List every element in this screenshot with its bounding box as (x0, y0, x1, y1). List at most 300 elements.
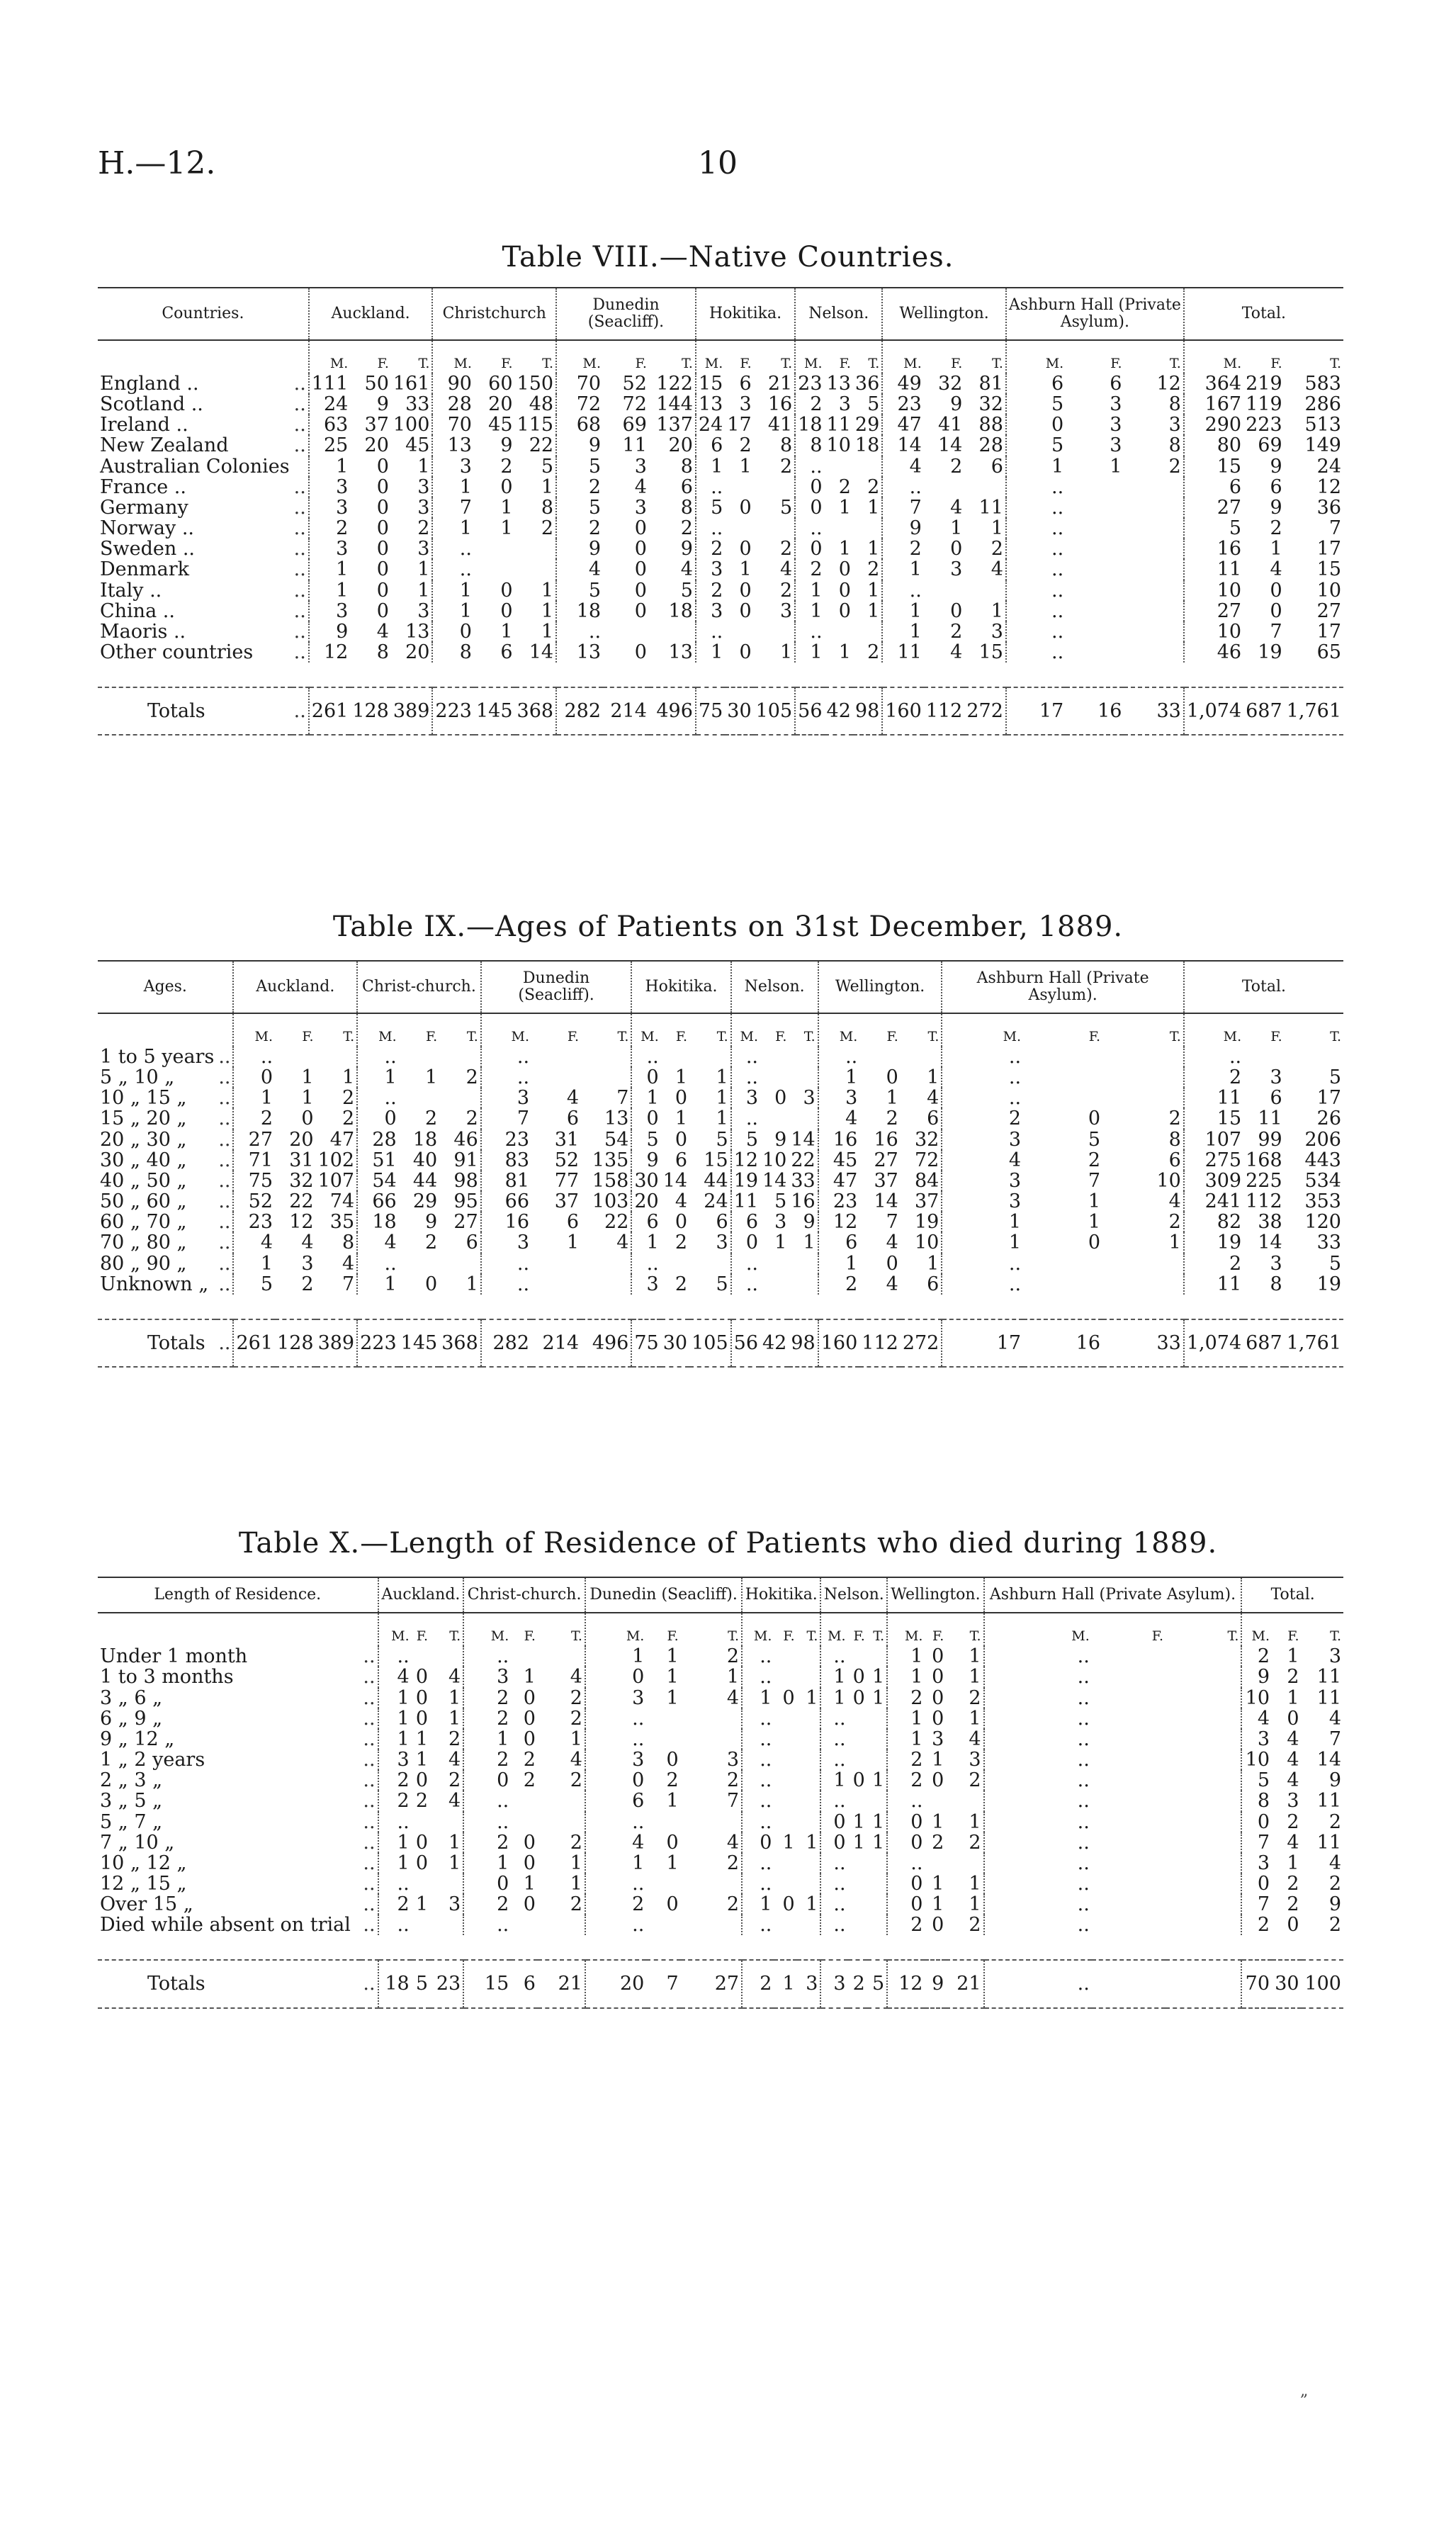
table-cell: 72 (915, 1149, 939, 1171)
table-cell: 32 (289, 1169, 314, 1192)
table-cell: 9 (950, 393, 963, 416)
table-cell: .. (463, 1791, 511, 1811)
group-column-header: Total. (1241, 1577, 1343, 1613)
table-cell: 2 (417, 517, 430, 540)
table-cell: 6 (585, 1791, 646, 1811)
totals-cell: 75 (631, 1319, 660, 1367)
table-cell: 1 (942, 1232, 1023, 1253)
table-cell: 3 (417, 496, 430, 519)
group-column-header: Wellington. (818, 961, 942, 1013)
table-cell: 5 (1328, 1252, 1341, 1275)
table-cell: .. (742, 1915, 774, 1935)
table-cell: 72 (622, 393, 647, 416)
totals-cell: 272 (964, 687, 1006, 735)
table-cell: 82 (1184, 1212, 1243, 1232)
table-cell: 9 (1328, 1769, 1341, 1792)
leader-dots: .. (216, 1319, 233, 1367)
table-cell (1166, 1646, 1241, 1667)
row-label: Sweden .. (100, 538, 195, 560)
table-cell (538, 1812, 585, 1832)
sub-header-cell: M. (357, 1013, 399, 1047)
totals-cell: 21 (946, 1960, 983, 2007)
table-cell: 54 (604, 1128, 629, 1151)
row-label: 2 „ 3 „ (100, 1769, 163, 1792)
table-cell: 10 (762, 1149, 787, 1171)
page-number: 10 (698, 145, 738, 181)
table-cell: 4 (726, 1686, 740, 1709)
table-row (98, 559, 1343, 580)
table-cell: 1 (309, 580, 351, 601)
row-label: 10 „ 15 „ (100, 1087, 187, 1110)
table-cell: 3 (585, 1688, 646, 1708)
table-cell: 0 (631, 1067, 660, 1088)
table-cell: 49 (882, 373, 924, 394)
table-cell: 2 (675, 1273, 688, 1295)
table-cell: 16 (1184, 539, 1243, 559)
table-cell: 0 (838, 558, 851, 581)
table-cell: 2 (795, 394, 824, 415)
leader-dots: .. (363, 1872, 376, 1895)
table-cell: 309 (1184, 1171, 1243, 1191)
spacer-cell (98, 1295, 1343, 1319)
table-cell: 100 (393, 414, 430, 436)
table-cell: .. (882, 477, 924, 497)
table-cell: 3 (1110, 393, 1122, 416)
table-cell (1023, 1047, 1102, 1067)
table-cell: 33 (791, 1169, 816, 1192)
table-cell: 13 (556, 642, 603, 663)
table-cell: 70 (556, 373, 603, 394)
table-cell: 20 (289, 1128, 314, 1151)
table-cell: 6 (696, 435, 725, 456)
table-cell: 3 (1287, 1790, 1299, 1813)
table-cell: 0 (666, 1831, 679, 1854)
table-cell: 2 (969, 1831, 981, 1854)
table-cell: 1 (950, 517, 963, 540)
table-cell: 13 (405, 620, 430, 643)
table-row (98, 518, 1343, 539)
leader-dots: .. (293, 558, 306, 581)
group-column-header: Ashburn Hall (Private Asylum). (1006, 288, 1184, 340)
table-cell: 88 (978, 414, 1003, 436)
table-row (98, 1171, 1343, 1191)
table-cell: .. (1006, 497, 1066, 518)
table-cell: 2 (779, 579, 793, 602)
table-cell: 0 (774, 1087, 787, 1110)
totals-cell: 12 (887, 1960, 925, 2007)
table-cell: 15 (696, 373, 725, 394)
table-cell: 3 (631, 1274, 660, 1295)
table-cell (1166, 1894, 1241, 1915)
table-cell: 1 (666, 1686, 679, 1709)
group-column-header: Hokitika. (631, 961, 730, 1013)
table-cell: 32 (915, 1128, 939, 1151)
table-cell: 2 (1328, 1872, 1341, 1895)
table-cell: 17 (1316, 1087, 1341, 1110)
table-cell (1124, 601, 1183, 621)
table-cell: .. (742, 1853, 774, 1873)
sub-header-cell: F. (886, 1028, 898, 1044)
table-cell: 443 (1304, 1149, 1341, 1171)
table-cell (649, 621, 696, 642)
totals-cell: 21 (538, 1960, 585, 2007)
table-cell: 2 (1168, 1211, 1181, 1234)
table-cell: 18 (668, 599, 693, 622)
table-cell: 2 (887, 1915, 925, 1935)
table-cell (511, 1812, 538, 1832)
table-cell: 1 (432, 477, 474, 497)
table-cell (848, 1749, 867, 1770)
totals-cell: 214 (603, 687, 649, 735)
table-cell: 2 (463, 1832, 511, 1853)
table-cell: 4 (570, 1666, 582, 1689)
table-cell: 0 (1270, 599, 1282, 622)
table-cell: 2 (425, 1232, 438, 1254)
table-cell: 1 (782, 1831, 795, 1854)
table-cell: 2 (1328, 1914, 1341, 1937)
table-cell: 5 (556, 580, 603, 601)
table-cell: 77 (554, 1169, 580, 1192)
table-cell: 13 (668, 641, 693, 664)
table-cell: .. (463, 1646, 511, 1667)
table-cell: 11 (1316, 1666, 1341, 1689)
table-cell: .. (432, 559, 474, 580)
table-cell: .. (696, 621, 725, 642)
table-cell: 37 (364, 414, 389, 436)
table-cell: 0 (523, 1707, 536, 1730)
leader-dots: .. (293, 373, 306, 395)
table-row (98, 1770, 1343, 1791)
table-cell: 3 (309, 497, 351, 518)
table-cell: 1 (932, 1810, 944, 1833)
table-cell: 13 (604, 1108, 629, 1130)
table-cell (725, 621, 753, 642)
group-column-header: Hokitika. (696, 288, 795, 340)
sub-header-cell: F. (1151, 1628, 1164, 1644)
totals-cell (1166, 1960, 1241, 2007)
table-cell: 1 (696, 642, 725, 663)
table-cell: 6 (1168, 1149, 1181, 1171)
table-cell (760, 1067, 789, 1088)
table-cell: 52 (233, 1191, 275, 1212)
sub-header-cell: M. (463, 1613, 511, 1647)
table-cell: 1 (867, 538, 880, 560)
table-cell: 2 (882, 539, 924, 559)
table-cell: 1 (425, 1066, 438, 1089)
table-cell: 1 (631, 1088, 660, 1108)
table-cell: 1 (378, 1729, 412, 1749)
row-label: 80 „ 90 „ (100, 1252, 187, 1275)
table-cell: .. (742, 1729, 774, 1749)
table-cell: 51 (357, 1150, 399, 1171)
table-cell (848, 1791, 867, 1811)
table-cell: 1 (309, 456, 351, 477)
table-cell: 3 (1270, 1252, 1282, 1275)
table-cell (538, 1915, 585, 1935)
table-cell: 9 (774, 1128, 787, 1151)
table-cell (1066, 518, 1124, 539)
totals-cell: 1,074 (1184, 687, 1243, 735)
table-cell: 1 (742, 1894, 774, 1915)
table-cell: 2 (342, 1087, 355, 1110)
table-row (98, 580, 1343, 601)
table-cell: 5 (867, 393, 880, 416)
table-cell: 1 (463, 1853, 511, 1873)
sub-header-cell: F. (416, 1628, 429, 1644)
table-cell: 4 (779, 558, 793, 581)
table-cell: 1 (887, 1708, 925, 1729)
table-cell: 3 (942, 1129, 1023, 1150)
table-cell: 4 (448, 1749, 461, 1771)
footer-mark: „ (1300, 2382, 1309, 2400)
table-cell: 81 (481, 1171, 531, 1191)
table-cell: 1 (1287, 1645, 1299, 1668)
table-cell: 6 (716, 1211, 728, 1234)
table-cell (412, 1873, 430, 1894)
table-cell: 0 (887, 1832, 925, 1853)
table-cell: 25 (309, 435, 351, 456)
table-cell: 107 (317, 1169, 355, 1192)
table-cell: 6 (566, 1211, 580, 1234)
table-cell: 3 (716, 1232, 728, 1254)
table-cell: 6 (675, 1149, 688, 1171)
table-cell (531, 1253, 581, 1274)
table-cell: 1 (432, 518, 474, 539)
table-cell: 0 (838, 579, 851, 602)
sub-header-row (98, 340, 1343, 374)
totals-cell: 98 (853, 687, 882, 735)
table-cell: 1 (417, 579, 430, 602)
table-cell: 115 (517, 414, 554, 436)
table-cell (1166, 1791, 1241, 1811)
leader-dots: .. (292, 687, 309, 735)
table-cell: 3 (309, 477, 351, 497)
table-cell: 70 (432, 415, 474, 435)
table-cell: 6 (1110, 373, 1122, 395)
row-label: New Zealand (100, 434, 229, 457)
table-cell: 0 (739, 496, 752, 519)
table-cell: 1 (742, 1688, 774, 1708)
row-label: 15 „ 20 „ (100, 1108, 187, 1130)
table-cell: .. (463, 1812, 511, 1832)
table-cell: 0 (631, 1108, 660, 1129)
table-cell: 0 (523, 1728, 536, 1750)
table-cell: 2 (1328, 1810, 1341, 1833)
table-cell: .. (585, 1915, 646, 1935)
row-label: Germany (100, 496, 188, 519)
table-cell (474, 539, 515, 559)
table-cell: 1 (871, 1810, 885, 1833)
table-cell (1092, 1894, 1166, 1915)
table-cell: 5 (1006, 435, 1066, 456)
sub-header-cell: M. (585, 1613, 646, 1647)
sub-header-cell: F. (1088, 1028, 1101, 1044)
table-cell: 4 (448, 1790, 461, 1813)
totals-row (98, 1960, 1343, 2007)
sub-header-spacer (98, 1613, 378, 1647)
table-cell: 4 (969, 1728, 981, 1750)
row-label: 1 „ 2 years (100, 1749, 205, 1771)
table-cell (646, 1729, 680, 1749)
sub-header-cell: T. (449, 1628, 461, 1644)
table-cell: 2 (570, 1707, 582, 1730)
table-cell: .. (1006, 518, 1066, 539)
table-cell: 2 (818, 1274, 860, 1295)
table-row (98, 1088, 1343, 1108)
table-cell: 2 (680, 517, 693, 540)
table-cell: 4 (1241, 1708, 1272, 1729)
table-cell (531, 1067, 581, 1088)
table-cell: .. (984, 1915, 1092, 1935)
table-cell: 3 (696, 601, 725, 621)
table-cell: 69 (1258, 434, 1282, 457)
table-cell: 2 (570, 1893, 582, 1916)
table-cell: 6 (818, 1232, 860, 1253)
table-cell: .. (742, 1770, 774, 1791)
sub-header-cell: T. (343, 1028, 355, 1044)
table-cell (848, 1708, 867, 1729)
leader-dots: .. (218, 1211, 231, 1234)
table-cell: 4 (886, 1273, 898, 1295)
table-cell: 2 (726, 1769, 740, 1792)
table-cell: 1 (500, 620, 513, 643)
table-row (98, 1729, 1343, 1749)
sub-header-cell: T. (1169, 355, 1181, 371)
table-cell: 2 (867, 641, 880, 664)
table-cell: 95 (453, 1190, 478, 1213)
table-cell: 2 (795, 559, 824, 580)
table-cell: 1 (666, 1852, 679, 1874)
table-cell: 1 (820, 1770, 847, 1791)
table-cell: 7 (1328, 517, 1341, 540)
table-cell (725, 477, 753, 497)
table-row (98, 1873, 1343, 1894)
table-cell: .. (696, 477, 725, 497)
table-ix-title: Table IX.—Ages of Patients on 31st December, 1889. (332, 911, 1124, 943)
leader-dots: .. (293, 434, 306, 457)
leader-dots: .. (218, 1149, 231, 1171)
table-cell: 1 (357, 1274, 399, 1295)
sub-header-cell: F. (675, 1028, 688, 1044)
table-cell: 1 (233, 1253, 275, 1274)
table-cell: .. (742, 1708, 774, 1729)
group-column-header: Nelson. (731, 961, 818, 1013)
sub-header-cell: F. (377, 355, 389, 371)
table-cell: .. (742, 1873, 774, 1894)
table-cell (689, 1047, 731, 1067)
table-cell: 0 (887, 1894, 925, 1915)
table-cell: .. (984, 1688, 1092, 1708)
table-cell: 5 (1184, 518, 1243, 539)
table-cell (1166, 1915, 1241, 1935)
table-cell: 0 (932, 1914, 944, 1937)
table-cell: .. (481, 1274, 531, 1295)
leader-dots: .. (218, 1128, 231, 1151)
table-cell: .. (1006, 580, 1066, 601)
table-cell: 168 (1246, 1149, 1282, 1171)
table-cell (825, 456, 853, 477)
table-cell: 2 (1184, 1067, 1243, 1088)
table-cell (275, 1047, 316, 1067)
table-row (98, 456, 1343, 477)
table-cell (946, 1791, 983, 1811)
sub-header-cell: M. (818, 1013, 860, 1047)
totals-cell: 1,074 (1184, 1319, 1243, 1367)
table-cell: 3 (739, 393, 752, 416)
table-cell: .. (481, 1067, 531, 1088)
table-cell: 21 (767, 373, 793, 395)
sub-header-cell: F. (1270, 1028, 1282, 1044)
table-cell: 2 (1088, 1149, 1101, 1171)
table-cell: .. (984, 1646, 1092, 1667)
table-cell (774, 1873, 796, 1894)
page-header-reference: H.—12. (98, 145, 216, 181)
sub-header-cell: T. (969, 1628, 981, 1644)
table-cell: 2 (991, 538, 1003, 560)
table-cell: 5 (1241, 1770, 1272, 1791)
totals-cell: 128 (275, 1319, 316, 1367)
table-cell: 22 (529, 434, 554, 457)
table-cell: 103 (592, 1190, 629, 1213)
table-cell: 2 (867, 475, 880, 498)
table-cell: 8 (432, 642, 474, 663)
leader-dots: .. (218, 1169, 231, 1192)
table-cell: 1 (523, 1872, 536, 1895)
sub-header-cell: T. (1330, 1628, 1341, 1644)
leader-dots: .. (363, 1728, 376, 1750)
table-cell: 20 (405, 641, 430, 664)
table-cell: .. (984, 1729, 1092, 1749)
table-cell: 0 (357, 1108, 399, 1129)
table-body (98, 1047, 1343, 1367)
totals-cell: 128 (350, 687, 391, 735)
table-cell: 9 (1270, 455, 1282, 478)
table-header (98, 961, 1343, 1047)
table-cell (774, 1667, 796, 1687)
table-cell (848, 1873, 867, 1894)
table-cell (1092, 1915, 1166, 1935)
totals-cell: 27 (681, 1960, 742, 2007)
table-cell: 1 (1088, 1190, 1101, 1213)
totals-cell: 33 (1124, 687, 1183, 735)
leader-dots: .. (363, 1769, 376, 1792)
table-cell: .. (731, 1067, 760, 1088)
totals-row (98, 1319, 1343, 1367)
table-cell (1124, 621, 1183, 642)
table-cell: 10 (1156, 1169, 1181, 1192)
table-cell: 2 (415, 1790, 429, 1813)
row-label: 5 „ 7 „ (100, 1810, 163, 1833)
table-cell: .. (984, 1853, 1092, 1873)
table-cell: 1 (570, 1852, 582, 1874)
table-cell (1092, 1873, 1166, 1894)
row-label: 30 „ 40 „ (100, 1149, 187, 1171)
sub-header-cell: T. (868, 355, 880, 371)
group-column-header: Total. (1184, 961, 1343, 1013)
table-row (98, 1253, 1343, 1274)
table-cell: 0 (932, 1686, 944, 1709)
table-cell: .. (795, 518, 824, 539)
table-cell: .. (731, 1253, 760, 1274)
sub-header-cell: M. (882, 340, 924, 374)
table-cell (681, 1915, 742, 1935)
table-cell: 1 (357, 1067, 399, 1088)
sub-header-cell: T. (1330, 1028, 1341, 1044)
table-cell: .. (556, 621, 603, 642)
leader-dots: .. (363, 1810, 376, 1833)
table-cell: 3 (731, 1088, 760, 1108)
table-cell: .. (378, 1812, 412, 1832)
